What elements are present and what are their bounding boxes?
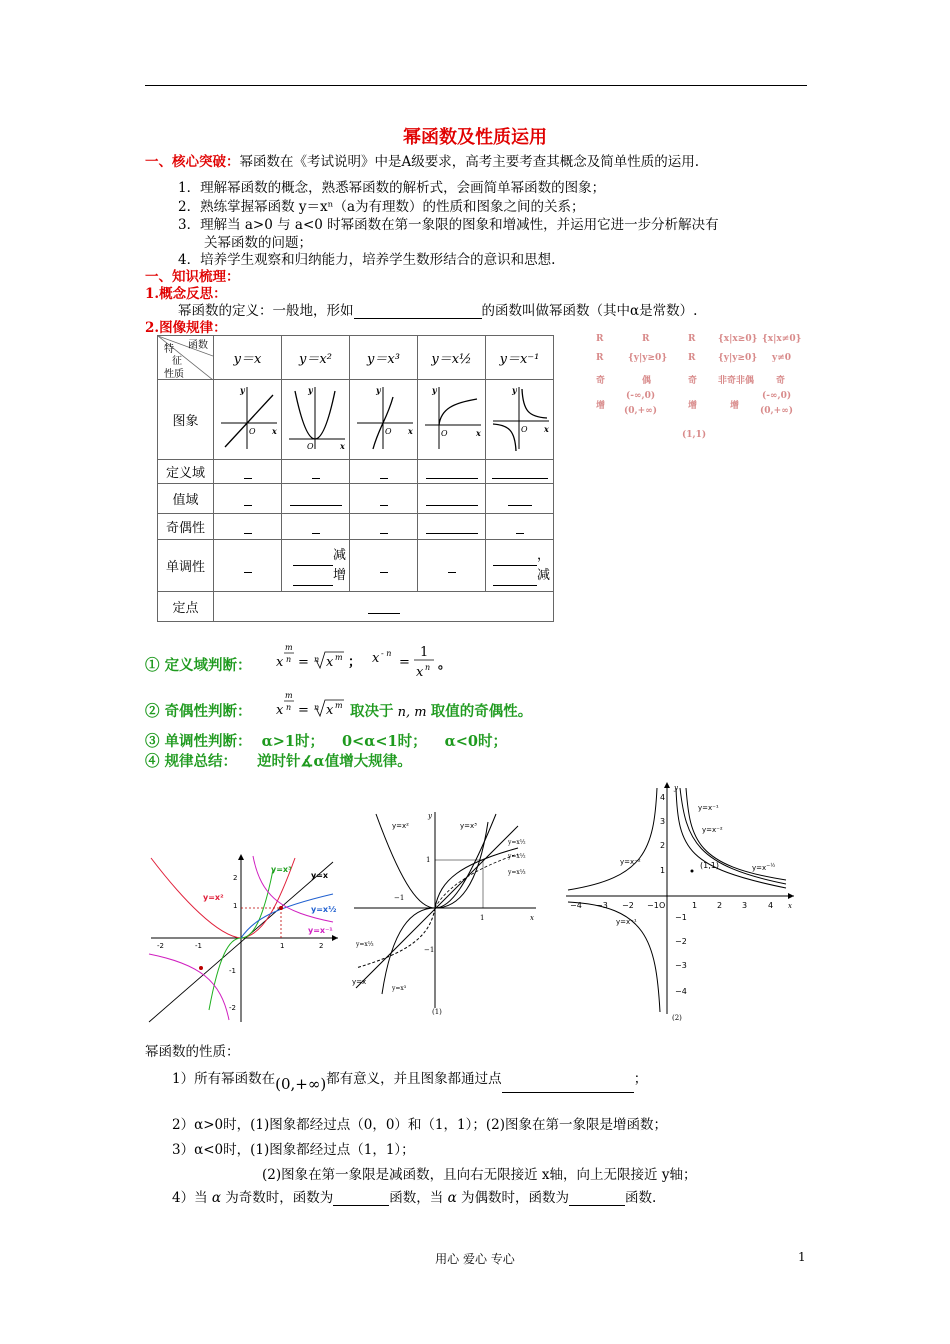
answer-cell[interactable] [486,484,554,514]
svg-text:- n: - n [381,649,392,658]
svg-text:y: y [674,784,678,792]
answer-cell[interactable] [486,460,554,484]
corner-mid1: 特 [164,344,174,355]
dec-label-2: 减 [536,567,550,583]
rule-num: ④ [145,753,160,770]
even-blank[interactable] [569,1191,625,1206]
svg-text:−1: −1 [424,946,435,954]
answer-cell[interactable] [486,540,554,592]
label-y-x3: y=x³ [460,822,477,830]
label-y-inv: y=x⁻¹ [308,926,333,935]
answer-cell[interactable] [214,592,554,622]
ghost-answer: 增 [688,401,698,411]
p4-e: 函数. [625,1190,657,1206]
rule-monotonic [145,730,507,751]
knowledge-heading: 一、知识梳理： [145,269,240,285]
graph-power-functions-2 [560,780,800,1022]
svg-text:2: 2 [319,942,324,950]
ghost-answer: 奇 [596,376,606,386]
ghost-answer: {x|x≠0} [762,334,802,344]
rule-num: ② [145,703,160,720]
svg-text:n: n [425,663,431,672]
row-label-monotonic: 单调性 [158,540,214,592]
svg-text:1: 1 [426,856,431,864]
graph-cell [282,380,350,460]
svg-text:O: O [306,441,314,451]
svg-text:1: 1 [480,914,485,922]
label-y-inv2: y=x⁻² [702,826,723,834]
property-4: 4）当 α 为奇数时，函数为 函数，当 α 为偶数时，函数为 函数. [172,1190,657,1206]
label-y-x2: y=x² [203,893,224,902]
ghost-answer: R [688,353,696,363]
svg-text:y=x⅓: y=x⅓ [508,869,526,876]
svg-text:m: m [335,653,343,662]
svg-text:y=x³: y=x³ [392,985,407,992]
label-y-sqrt: y=x½ [311,905,337,914]
svg-text:m: m [285,691,293,700]
answer-cell[interactable] [282,484,350,514]
property-3: 3）α<0时，(1)图象都经过点（1，1）； [172,1142,415,1158]
label-y-inv: y=x⁻¹ [698,804,719,812]
ghost-answer: R [596,334,604,344]
answer-cell[interactable] [214,540,282,592]
ghost-answer: y≠0 [772,353,792,363]
rule-domain [145,654,252,675]
ghost-answer: {x|x≥0} [718,334,758,344]
formula-domain [268,638,458,688]
p4-b: 为奇数时，函数为 [225,1190,334,1206]
svg-text:=: = [298,655,309,670]
property-3b: (2)图象在第一象限是减函数，且向右无限接近 x轴，向上无限接近 y轴； [262,1167,697,1183]
svg-text:x: x [530,914,534,922]
concept-pre: 幂函数的定义：一般地，形如 [178,303,354,319]
header-rule [145,85,807,86]
ghost-answer: R [688,334,696,344]
concept-blank[interactable] [354,304,482,319]
svg-text:2: 2 [660,841,666,850]
table-corner [158,336,214,380]
rule-num: ③ [145,733,160,750]
ghost-answer: R [596,353,604,363]
svg-text:−4: −4 [675,987,687,996]
svg-text:n: n [314,655,320,664]
svg-text:y: y [431,384,437,395]
svg-text:1: 1 [692,901,698,910]
property-2: 2）α>0时，(1)图象都经过点（0，0）和（1，1）；(2)图象在第一象限是增函数； [172,1117,667,1133]
svg-text:−3: −3 [675,961,687,970]
graph-cell [350,380,418,460]
svg-text:y=x⅓: y=x⅓ [356,941,374,948]
graph-y-sqrt-x [421,383,483,453]
graph-heading: 2.图像规律： [145,320,227,336]
intro-text: 幂函数在《考试说明》中是A级要求，高考主要考查其概念及简单性质的运用. [239,154,700,170]
rule-label: 定义域判断： [164,657,252,674]
rule-tail2: 取值的奇偶性。 [430,703,533,720]
p4-a: 4）当 [172,1190,208,1206]
graph-y-x3 [353,383,415,453]
svg-text:−2: −2 [675,937,687,946]
answer-cell[interactable] [418,460,486,484]
ghost-answer: 增 [596,401,606,411]
svg-text:O: O [659,901,666,910]
cond-2: 0<α<1时； [341,733,427,750]
label-y-x: y=x [352,978,367,986]
corner-bottom: 性质 [164,369,184,380]
graph-y-x2 [285,383,347,453]
rule-text: 逆时针∡α值增大规律。 [257,753,412,770]
svg-text:x: x [326,655,334,670]
rule-parity-tail: 取决于 n, m 取值的奇偶性。 [350,703,533,720]
intro-line [145,150,699,170]
svg-text:−1: −1 [647,901,659,910]
svg-text:y: y [511,384,517,395]
corner-mid2: 征 [172,356,182,367]
label-graph-1: (1) [432,1008,442,1016]
intro-item-4: 4．培养学生观察和归纳能力，培养学生数形结合的意识和思想. [178,252,556,268]
ghost-answer: (1,1) [682,430,707,440]
p4-c: 函数，当 [389,1190,444,1206]
svg-text:y: y [307,384,313,395]
answer-cell[interactable] [350,514,418,540]
svg-text:1: 1 [280,942,285,950]
fixed-point-blank[interactable] [502,1078,634,1093]
intro-item-2: 2．熟练掌握幂函数 y＝xⁿ（a为有理数）的性质和图象之间的关系； [178,199,585,215]
answer-cell[interactable] [214,484,282,514]
graph-cell [486,380,554,460]
svg-text:−1: −1 [675,913,687,922]
intro-item-3: 3．理解当 a>0 与 a<0 时幂函数在第一象限的图象和增减性，并运用它进一步分析解决有 [178,217,719,233]
graph-power-functions-1 [348,808,540,1020]
svg-text:x: x [407,425,413,436]
svg-text:−2: −2 [622,901,634,910]
svg-text:x: x [326,703,334,718]
label-y-x3: y=x³ [271,865,292,874]
row-label-range: 值域 [158,484,214,514]
ghost-answer: 非奇非偶 [718,376,755,386]
comma: ， [536,547,550,563]
table-head-fn: y＝x [214,336,282,380]
label-y-inv2-left: y=x⁻² [620,858,641,866]
svg-text:y: y [375,384,381,395]
rule-label: 单调性判断： [164,733,252,750]
p1-pre: 1）所有幂函数在 [172,1071,276,1087]
table-head-fn: y＝x⁻¹ [486,336,554,380]
answer-cell[interactable] [350,540,418,592]
dec-label: 减 [332,547,346,563]
ghost-answer: (0,+∞) [624,406,657,416]
svg-text:3: 3 [660,817,666,826]
answer-cell[interactable] [418,484,486,514]
ghost-answer: {y|y≥0} [718,353,758,363]
corner-top: 函数 [188,340,208,351]
answer-cell[interactable] [486,514,554,540]
answer-cell[interactable] [214,514,282,540]
rule-label: 奇偶性判断： [164,703,252,720]
svg-text:−1: −1 [394,894,405,902]
svg-text:x: x [276,655,284,670]
label-y-x: y=x [311,871,329,880]
svg-text:3: 3 [742,901,748,910]
svg-text:y=x−½: $y=x^{-\frac{1}{2}}$ [752,863,776,872]
intro-item-1: 1．理解幂函数的概念，熟悉幂函数的解析式，会画简单幂函数的图象； [178,180,606,196]
ghost-answer: {y|y≥0} [628,353,668,363]
ghost-answer: 奇 [776,376,786,386]
svg-text:2: 2 [717,901,723,910]
svg-text:4: 4 [768,901,774,910]
intro-heading: 一、核心突破： [145,154,240,170]
table-head-fn: y＝x³ [350,336,418,380]
properties-heading: 幂函数的性质： [145,1044,240,1060]
svg-text:n: n [286,655,292,664]
svg-text:x: x [475,427,481,438]
svg-text:-1: -1 [195,942,202,950]
svg-text:1: 1 [233,902,238,910]
answer-cell[interactable] [350,484,418,514]
ghost-answer: 增 [730,401,740,411]
svg-text:n: n [286,703,292,712]
rule-label: 规律总结： [164,753,238,770]
answer-cell[interactable] [418,514,486,540]
label-point-1-1: (1,1) [700,861,719,870]
svg-text:x: x [788,902,792,910]
rule-parity [145,700,252,721]
row-label-parity: 奇偶性 [158,514,214,540]
svg-text:x: x [276,703,284,718]
concept-line [178,299,697,319]
graph-cell [418,380,486,460]
svg-text:=: = [298,703,309,718]
svg-text:x: x [339,440,345,451]
svg-text:−3: −3 [596,901,608,910]
concept-post: 的函数叫做幂函数（其中α是常数）. [481,303,698,319]
svg-text:x: x [372,651,380,666]
svg-text:y: y [428,812,432,820]
rule-tail: 取决于 [350,703,394,720]
svg-text:y=x½: y=x½ [508,839,526,846]
intro-item-3-cont: 关幂函数的问题； [204,235,312,251]
ghost-answer: (0,+∞) [760,406,793,416]
graph-colored-power-functions [143,850,343,1025]
svg-text:y=x½: y=x½ [508,853,526,860]
power-function-table [157,335,554,622]
ghost-answer: (-∞,0) [762,391,792,401]
concept-heading: 1.概念反思： [145,286,227,302]
label-graph-2: (2) [672,1014,682,1022]
ghost-answer: R [642,334,650,344]
answer-cell[interactable] [282,460,350,484]
row-label-fixed-point: 定点 [158,592,214,622]
table-head-fn: y＝x½ [418,336,486,380]
cond-3: α<0时； [444,733,508,750]
svg-text:-2: -2 [157,942,164,950]
svg-text:4: 4 [660,793,666,802]
label-y-inv-left: y=x⁻¹ [616,918,637,926]
svg-text:y: y [239,384,245,395]
answer-cell[interactable] [282,514,350,540]
label-y-x2: y=x² [392,822,409,830]
svg-text:=: = [399,655,410,670]
svg-text:x: x [416,665,424,680]
ghost-answer: 偶 [642,376,652,386]
svg-text:x: x [271,425,277,436]
svg-text:1: 1 [660,866,666,875]
svg-text:x: x [543,423,549,434]
svg-text:O: O [520,424,528,434]
footer-slogan: 用心 爱心 专心 [435,1252,515,1266]
ghost-answer: 奇 [688,376,698,386]
svg-text:O: O [440,428,448,438]
p4-d: 为偶数时，函数为 [461,1190,569,1206]
svg-text:2: 2 [233,874,238,882]
svg-text:−4: −4 [570,901,582,910]
rule-summary [145,750,412,771]
svg-text:-2: -2 [229,1004,236,1012]
property-1: 1）所有幂函数在(0,+∞)都有意义，并且图象都通过点 ； [172,1071,648,1093]
svg-text:m: m [285,643,293,652]
graph-y-x [217,383,279,453]
interval: (0,+∞) [275,1075,327,1093]
answer-cell[interactable] [418,540,486,592]
svg-text:-1: -1 [229,967,236,975]
row-label-graph: 图象 [158,380,214,460]
graph-y-inverse-x [489,383,551,453]
p1-post: 都有意义，并且图象都通过点 [326,1071,502,1087]
graph-cell [214,380,282,460]
rule-num: ① [145,657,160,674]
page-number: 1 [798,1250,806,1264]
svg-text:m: m [335,701,343,710]
answer-cell[interactable] [350,460,418,484]
svg-text:1: 1 [420,645,429,660]
answer-cell[interactable] [282,540,350,592]
svg-text:。: 。 [438,657,452,672]
page-title: 幂函数及性质运用 [403,127,547,148]
table-head-fn: y＝x² [282,336,350,380]
row-label-domain: 定义域 [158,460,214,484]
svg-text:；: ； [348,655,362,670]
odd-blank[interactable] [333,1191,389,1206]
ghost-answer: (-∞,0) [626,391,656,401]
formula-parity [268,686,352,726]
inc-label: 增 [332,567,346,583]
svg-text:O: O [384,426,392,436]
svg-text:O: O [248,426,256,436]
svg-text:n: n [314,703,320,712]
answer-cell[interactable] [214,460,282,484]
cond-1: α>1时； [261,733,324,750]
